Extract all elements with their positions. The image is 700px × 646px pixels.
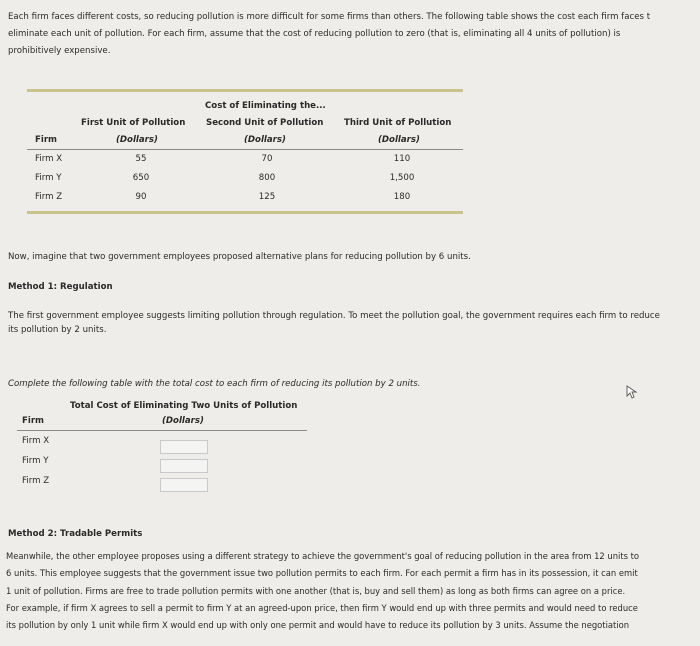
input-table-firm-header: Firm	[22, 416, 45, 426]
unit-label: (Dollars)	[116, 135, 158, 145]
cost-second: 70	[261, 154, 273, 164]
firm-name: Firm X	[22, 436, 50, 446]
group-header: Cost of Eliminating the...	[205, 101, 326, 111]
method2-line: Meanwhile, the other employee proposes using a different strategy to achieve the government's goal of reducing pollution in the area from 12 units to	[6, 551, 640, 561]
intro-paragraph	[8, 9, 700, 60]
col-header-firm: Firm	[35, 135, 58, 145]
input-table-unit: (Dollars)	[162, 416, 204, 426]
cost-second: 800	[258, 173, 276, 183]
table-top-rule	[27, 89, 463, 92]
method2-line: For example, if firm X agrees to sell a permit to firm Y at an agreed-upon price, then firm Y would end up with three permits and would need to reduce	[6, 602, 638, 613]
cost-second: 125	[258, 192, 276, 202]
intro-line: prohibitively expensive.	[8, 46, 111, 56]
method2-line: 6 units. This employee suggests that the government issue two pollution permits to each firm. For each permit a firm has in its possession, it can emit	[6, 568, 638, 579]
method1-title: Method 1: Regulation	[8, 282, 113, 292]
firm-name: Firm Y	[22, 456, 49, 466]
cost-third: 1,500	[389, 173, 415, 183]
firm-x-total-input[interactable]	[160, 440, 208, 454]
intro-line: Each firm faces different costs, so reducing pollution is more difficult for some firms than others. The following table shows the cost each firm faces t	[8, 12, 651, 22]
method1-line: The first government employee suggests limiting pollution through regulation. To meet the pollution goal, the government requires each firm to reduce	[8, 311, 660, 321]
col-header-third: Third Unit of Pollution	[344, 118, 452, 128]
method2-line: 1 unit of pollution. Firms are free to trade pollution permits with one another (that is, buy and sell them) as long as both firms can agree on a price.	[6, 585, 626, 596]
col-header-second: Second Unit of Pollution	[206, 118, 324, 128]
method1-line: its pollution by 2 units.	[8, 325, 107, 335]
firm-name: Firm Z	[22, 476, 50, 486]
table-bottom-rule	[27, 211, 463, 214]
firm-name: Firm Z	[35, 192, 63, 202]
input-table-header: Total Cost of Eliminating Two Units of Pollution	[70, 401, 298, 411]
header-rule	[27, 149, 463, 150]
firm-z-total-input[interactable]	[160, 478, 208, 492]
cost-first: 650	[132, 173, 150, 183]
method2-title: Method 2: Tradable Permits	[8, 529, 143, 539]
cost-first: 55	[135, 154, 147, 164]
cost-first: 90	[135, 192, 147, 202]
method1-paragraph	[8, 308, 700, 339]
method2-paragraph	[6, 548, 696, 634]
cost-third: 180	[393, 192, 411, 202]
imagine-text: Now, imagine that two government employees proposed alternative plans for reducing pollution by 6 units.	[8, 252, 471, 262]
input-header-rule	[17, 430, 307, 431]
cost-third: 110	[393, 154, 411, 164]
method2-line: its pollution by only 1 unit while firm X would end up with only one permit and would have to reduce its pollution by 3 units. Assume the negotiation	[6, 620, 630, 631]
mouse-pointer-icon	[625, 385, 639, 399]
firm-name: Firm Y	[35, 173, 62, 183]
firm-y-total-input[interactable]	[160, 459, 208, 473]
instruction-text: Complete the following table with the total cost to each firm of reducing its pollution by 2 units.	[8, 379, 421, 389]
intro-line: eliminate each unit of pollution. For each firm, assume that the cost of reducing pollution to zero (that is, eliminating all 4 units of pollution) is	[8, 29, 621, 39]
col-header-first: First Unit of Pollution	[81, 118, 186, 128]
unit-label: (Dollars)	[378, 135, 420, 145]
unit-label: (Dollars)	[244, 135, 286, 145]
firm-name: Firm X	[35, 154, 63, 164]
